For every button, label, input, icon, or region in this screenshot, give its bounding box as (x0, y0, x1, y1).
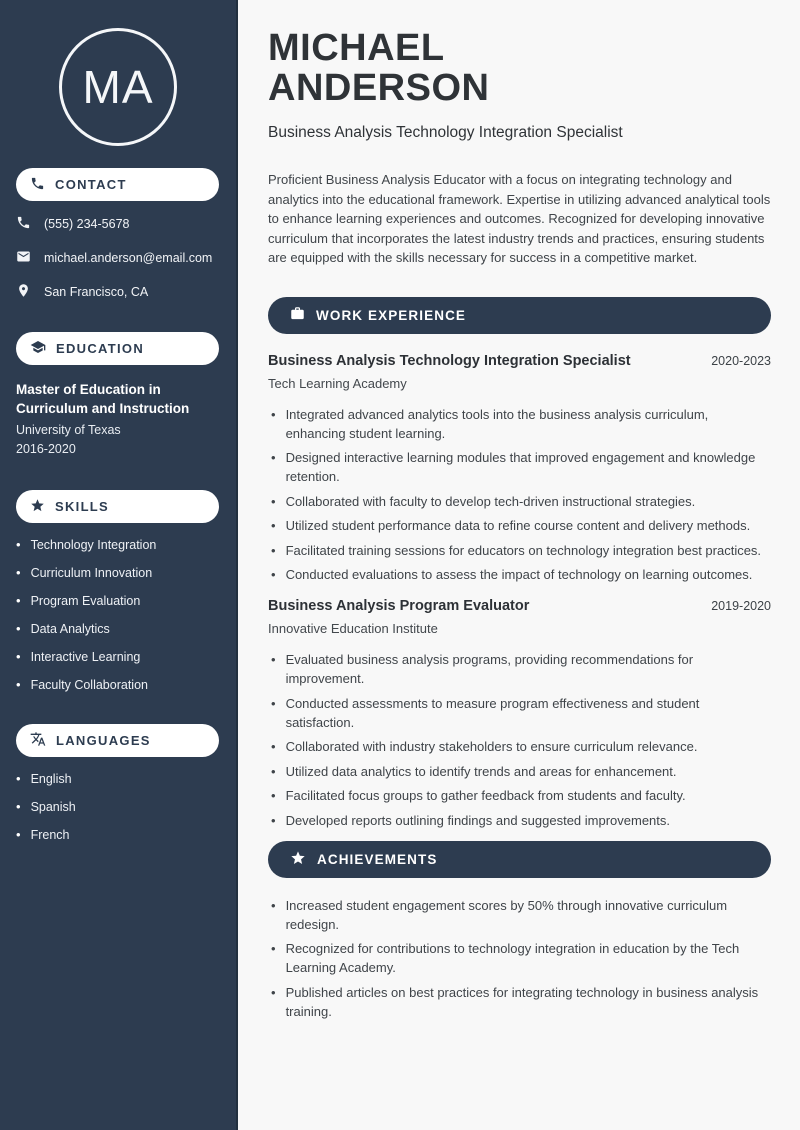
bullet-dot: • (271, 897, 276, 913)
resume-main (238, 0, 800, 1130)
job-bullet-text: Utilized data analytics to identify trends and areas for enhancement. (285, 763, 677, 779)
job-bullet (268, 516, 771, 535)
bullet-dot: • (271, 567, 276, 582)
job-company: Innovative Education Institute (268, 621, 438, 636)
bullet-dot: • (16, 799, 21, 814)
language-label: Spanish (30, 800, 76, 814)
job-bullet-text: Conducted assessments to measure program effectiveness and student satisfaction. (285, 695, 700, 730)
contact-section-header (16, 168, 219, 201)
achievement-text: Published articles on best practices for integrating technology in business analysis training. (285, 984, 759, 1019)
star-icon (290, 850, 306, 869)
education-section-title: EDUCATION (56, 341, 145, 356)
bullet-dot: • (16, 649, 21, 664)
job-entry (268, 353, 771, 585)
person-name-line2: ANDERSON (268, 67, 490, 109)
language-label: French (30, 828, 70, 842)
job-bullet (268, 737, 771, 756)
job-company: Tech Learning Academy (268, 375, 407, 391)
avatar (59, 28, 177, 146)
job-dates: 2019-2020 (711, 599, 771, 613)
contact-section-title: CONTACT (55, 177, 127, 192)
bullet-dot: • (271, 788, 276, 803)
achievement-text: Increased student engagement scores by 50% through innovative curriculum redesign. (285, 897, 728, 932)
person-job-subtitle: Business Analysis Technology Integration Specialist (268, 124, 623, 141)
bullet-dot: • (271, 812, 276, 828)
person-name-line1: MICHAEL (268, 27, 445, 69)
skill-item (16, 677, 220, 692)
languages-list (0, 771, 236, 842)
skill-label: Program Evaluation (30, 594, 141, 608)
contact-phone-row (0, 215, 236, 233)
skill-label: Faculty Collaboration (30, 678, 148, 692)
job-bullet-text: Facilitated training sessions for educators on technology integration best practices. (285, 542, 762, 558)
skills-section-title: SKILLS (55, 499, 110, 514)
bullet-dot: • (271, 984, 276, 1000)
avatar-initials: MA (82, 61, 154, 113)
contact-location-value: San Francisco, CA (44, 285, 149, 299)
job-header (268, 598, 771, 614)
job-bullet-text: Collaborated with industry stakeholders to ensure curriculum relevance. (285, 739, 698, 754)
bullet-dot: • (271, 652, 276, 667)
sidebar (0, 0, 238, 1130)
job-title: Business Analysis Technology Integration Specialist (268, 352, 631, 369)
skills-list (0, 537, 236, 692)
language-item (16, 771, 220, 786)
job-bullet (268, 448, 771, 486)
achievements-section-title: ACHIEVEMENTS (317, 851, 438, 867)
job-bullet (268, 405, 771, 443)
location-pin-icon (16, 283, 31, 301)
languages-section-title: LANGUAGES (56, 733, 151, 748)
bullet-dot: • (271, 450, 276, 465)
bullet-dot: • (16, 621, 21, 636)
job-header (268, 353, 771, 369)
phone-icon (30, 176, 45, 194)
education-degree: Master of Education in Curriculum and Instruction (16, 382, 190, 416)
achievement-bullet (268, 896, 771, 934)
achievements-list (268, 896, 771, 1021)
education-years: 2016-2020 (16, 442, 76, 456)
skill-item (16, 593, 220, 608)
bullet-dot: • (16, 771, 21, 786)
skill-item (16, 649, 220, 664)
language-item (16, 827, 220, 842)
skill-label: Technology Integration (30, 538, 157, 552)
job-bullet (268, 565, 771, 584)
contact-email-value: michael.anderson@email.com (44, 251, 213, 265)
achievement-text: Recognized for contributions to technology integration in education by the Tech Learning Academy. (285, 941, 740, 975)
job-bullet (268, 811, 771, 830)
skill-label: Interactive Learning (30, 650, 141, 664)
languages-section-header (16, 724, 219, 757)
job-dates: 2020-2023 (711, 353, 771, 368)
bullet-dot: • (16, 593, 21, 608)
skill-item (16, 537, 220, 552)
bullet-dot: • (16, 827, 21, 842)
job-bullet (268, 541, 771, 560)
skill-item (16, 621, 220, 636)
job-bullet (268, 786, 771, 805)
bullet-dot: • (271, 406, 276, 422)
job-bullet-text: Collaborated with faculty to develop tech-driven instructional strategies. (285, 493, 696, 509)
achievements-section-header (268, 841, 771, 878)
job-bullet-text: Facilitated focus groups to gather feedback from students and faculty. (285, 788, 686, 803)
contact-list (0, 215, 236, 301)
job-bullet (268, 650, 771, 688)
job-bullet-text: Designed interactive learning modules that improved engagement and knowledge retention. (285, 450, 756, 484)
bullet-dot: • (16, 677, 21, 692)
bullet-dot: • (16, 537, 21, 552)
bullet-dot: • (271, 695, 276, 711)
job-bullet-text: Integrated advanced analytics tools into the business analysis curriculum, enhancing student learning. (285, 406, 709, 441)
job-bullet-text: Utilized student performance data to refine course content and delivery methods. (285, 518, 751, 533)
skills-section-header (16, 490, 219, 523)
briefcase-icon (290, 306, 305, 324)
education-section-header (16, 332, 219, 365)
job-bullet-text: Conducted evaluations to assess the impact of technology on learning outcomes. (285, 567, 753, 582)
contact-phone-value: (555) 234-5678 (44, 217, 130, 231)
email-icon (16, 249, 31, 267)
star-icon (30, 498, 45, 516)
job-bullet-text: Developed reports outlining findings and suggested improvements. (285, 812, 671, 828)
bullet-dot: • (271, 493, 276, 509)
language-label: English (30, 772, 72, 786)
job-bullet-list (268, 650, 771, 830)
job-bullet (268, 492, 771, 511)
skill-label: Data Analytics (30, 622, 110, 636)
bullet-dot: • (271, 542, 276, 558)
bullet-dot: • (271, 518, 276, 533)
education-school: University of Texas (16, 423, 121, 437)
language-item (16, 799, 220, 814)
skill-item (16, 565, 220, 580)
education-entry (0, 380, 236, 459)
bullet-dot: • (271, 941, 276, 956)
graduation-cap-icon (30, 339, 46, 358)
work-experience-section-header (268, 297, 771, 334)
job-entry (268, 598, 771, 830)
job-bullet-list (268, 405, 771, 585)
job-title: Business Analysis Program Evaluator (268, 598, 530, 614)
bullet-dot: • (16, 565, 21, 580)
summary-paragraph: Proficient Business Analysis Educator with a focus on integrating technology and analytics into the educational framework. Expertise in utilizing advanced analytical tools to enhance learning experiences and outcomes. Recognized for developing innovative curriculum that incorporates the latest industry trends and practices, ensuring students are equipped with the skills necessary for success in a competitive market. (268, 172, 771, 265)
job-bullet (268, 762, 771, 781)
skill-label: Curriculum Innovation (30, 566, 153, 580)
phone-icon (16, 215, 31, 233)
achievement-bullet (268, 983, 771, 1021)
contact-email-row (0, 249, 236, 267)
bullet-dot: • (271, 763, 276, 779)
job-bullet-text: Evaluated business analysis programs, providing recommendations for improvement. (285, 652, 694, 686)
work-experience-section-title: WORK EXPERIENCE (316, 307, 467, 323)
achievement-bullet (268, 939, 771, 977)
job-bullet (268, 694, 771, 732)
translate-icon (30, 731, 46, 750)
contact-location-row (0, 283, 236, 301)
person-name (268, 28, 771, 108)
bullet-dot: • (271, 739, 276, 754)
